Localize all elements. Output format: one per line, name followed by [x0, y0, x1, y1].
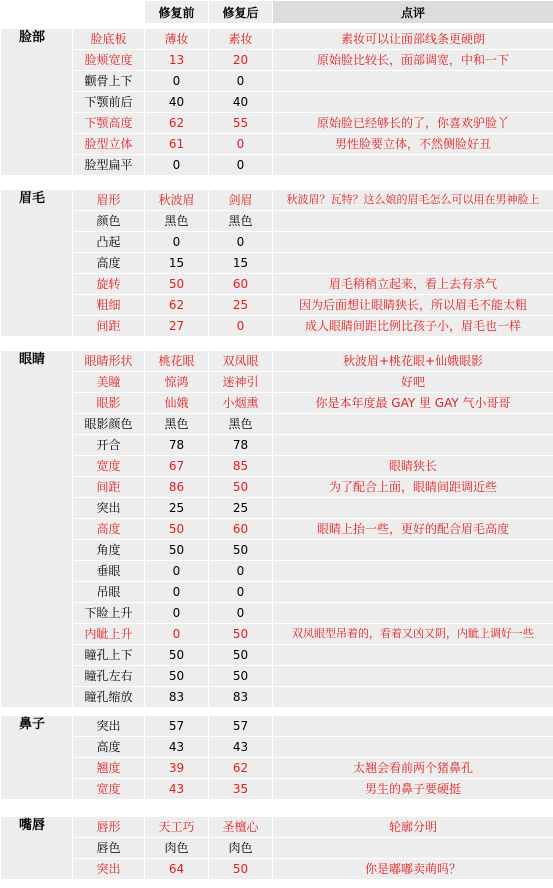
- after-value: 0: [209, 316, 273, 337]
- section-0: [0, 28, 553, 176]
- comment-cell: 你是嘟嘟卖萌吗？: [273, 859, 553, 880]
- before-value: 0: [145, 561, 209, 582]
- table-row: [1, 190, 553, 211]
- field-name: 垂眼: [73, 561, 145, 582]
- comment-cell: 男性脸要立体，不然侧脸好丑: [273, 134, 553, 155]
- before-value: 0: [145, 603, 209, 624]
- field-name: 脸型立体: [73, 134, 145, 155]
- before-value: 62: [145, 113, 209, 134]
- field-name: 颜色: [73, 211, 145, 232]
- field-name: 唇色: [73, 838, 145, 859]
- table-row: [1, 155, 553, 176]
- field-name: 突出: [73, 859, 145, 880]
- comment-cell: 轮廓分明: [273, 817, 553, 838]
- table-row: [1, 779, 553, 800]
- comment-cell: [273, 561, 553, 582]
- after-value: 57: [209, 716, 273, 737]
- header-before: 修复前: [145, 1, 209, 24]
- section-category: 嘴唇: [1, 817, 73, 880]
- after-value: 78: [209, 435, 273, 456]
- field-name: 凸起: [73, 232, 145, 253]
- before-value: 天工巧: [145, 817, 209, 838]
- comment-cell: 秋波眉？瓦特？这么娘的眉毛怎么可以用在男神脸上: [273, 190, 553, 211]
- comment-cell: [273, 92, 553, 113]
- table-row: [1, 134, 553, 155]
- after-value: 20: [209, 50, 273, 71]
- table-row: [1, 274, 553, 295]
- after-value: 双凤眼: [209, 351, 273, 372]
- table-row: [1, 435, 553, 456]
- before-value: 86: [145, 477, 209, 498]
- table-row: [1, 603, 553, 624]
- after-value: 50: [209, 666, 273, 687]
- table-row: [1, 666, 553, 687]
- table-row: [1, 414, 553, 435]
- table-row: [1, 687, 553, 708]
- table-row: [1, 519, 553, 540]
- before-value: 39: [145, 758, 209, 779]
- after-value: 43: [209, 737, 273, 758]
- field-name: 内眦上升: [73, 624, 145, 645]
- table-row: [1, 29, 553, 50]
- section-category: 脸部: [1, 29, 73, 176]
- comment-cell: [273, 498, 553, 519]
- field-name: 眼影颜色: [73, 414, 145, 435]
- before-value: 50: [145, 666, 209, 687]
- before-value: 0: [145, 582, 209, 603]
- field-name: 突出: [73, 498, 145, 519]
- comment-cell: [273, 687, 553, 708]
- before-value: 50: [145, 274, 209, 295]
- field-name: 间距: [73, 477, 145, 498]
- comment-cell: [273, 232, 553, 253]
- comment-cell: 眼睛狭长: [273, 456, 553, 477]
- after-value: 0: [209, 582, 273, 603]
- field-name: 高度: [73, 519, 145, 540]
- after-value: 50: [209, 540, 273, 561]
- comment-cell: [273, 716, 553, 737]
- after-value: 小烟熏: [209, 393, 273, 414]
- field-name: 吊眼: [73, 582, 145, 603]
- after-value: 25: [209, 295, 273, 316]
- after-value: 83: [209, 687, 273, 708]
- before-value: 25: [145, 498, 209, 519]
- comment-cell: 因为后面想让眼睛狭长，所以眉毛不能太粗: [273, 295, 553, 316]
- comment-cell: [273, 603, 553, 624]
- after-value: 50: [209, 645, 273, 666]
- before-value: 黑色: [145, 211, 209, 232]
- field-name: 脸颊宽度: [73, 50, 145, 71]
- after-value: 50: [209, 624, 273, 645]
- comment-cell: 眼睛上抬一些，更好的配合眉毛高度: [273, 519, 553, 540]
- comment-cell: 素妆可以让面部线条更硬朗: [273, 29, 553, 50]
- table-row: [1, 477, 553, 498]
- table-row: [1, 456, 553, 477]
- before-value: 肉色: [145, 838, 209, 859]
- table-row: [1, 211, 553, 232]
- header-row: [0, 0, 553, 24]
- before-value: 15: [145, 253, 209, 274]
- comment-cell: 你是本年度最 GAY 里 GAY 气小哥哥: [273, 393, 553, 414]
- comment-cell: [273, 435, 553, 456]
- field-name: 唇形: [73, 817, 145, 838]
- comment-cell: 双凤眼型吊着的，看着又凶又阴，内眦上调好一些: [273, 624, 553, 645]
- before-value: 27: [145, 316, 209, 337]
- after-value: 黑色: [209, 414, 273, 435]
- before-value: 13: [145, 50, 209, 71]
- field-name: 瞳孔缩放: [73, 687, 145, 708]
- table-row: [1, 372, 553, 393]
- table-row: [1, 351, 553, 372]
- after-value: 0: [209, 155, 273, 176]
- table-row: [1, 716, 553, 737]
- field-name: 下睑上升: [73, 603, 145, 624]
- table-row: [1, 92, 553, 113]
- section-category: 鼻子: [1, 716, 73, 800]
- comment-cell: 原始脸已经够长的了，你喜欢驴脸丫: [273, 113, 553, 134]
- field-name: 脸型扁平: [73, 155, 145, 176]
- table-row: [1, 540, 553, 561]
- table-row: [1, 838, 553, 859]
- comment-cell: [273, 414, 553, 435]
- before-value: 黑色: [145, 414, 209, 435]
- before-value: 仙娥: [145, 393, 209, 414]
- after-value: 0: [209, 232, 273, 253]
- comment-cell: [273, 211, 553, 232]
- field-name: 粗细: [73, 295, 145, 316]
- field-name: 颧骨上下: [73, 71, 145, 92]
- field-name: 旋转: [73, 274, 145, 295]
- before-value: 64: [145, 859, 209, 880]
- after-value: 25: [209, 498, 273, 519]
- after-value: 黑色: [209, 211, 273, 232]
- comment-cell: 为了配合上面，眼睛间距调近些: [273, 477, 553, 498]
- after-value: 60: [209, 519, 273, 540]
- after-value: 60: [209, 274, 273, 295]
- before-value: 薄妆: [145, 29, 209, 50]
- table-row: [1, 232, 553, 253]
- field-name: 美瞳: [73, 372, 145, 393]
- after-value: 迷神引: [209, 372, 273, 393]
- field-name: 宽度: [73, 779, 145, 800]
- before-value: 50: [145, 540, 209, 561]
- before-value: 桃花眼: [145, 351, 209, 372]
- before-value: 61: [145, 134, 209, 155]
- field-name: 下颚高度: [73, 113, 145, 134]
- comment-cell: [273, 71, 553, 92]
- comment-cell: 原始脸比较长，面部调宽，中和一下: [273, 50, 553, 71]
- before-value: 62: [145, 295, 209, 316]
- comment-cell: [273, 838, 553, 859]
- header-comment: 点评: [273, 1, 553, 24]
- comment-cell: [273, 645, 553, 666]
- field-name: 突出: [73, 716, 145, 737]
- table-row: [1, 624, 553, 645]
- table-row: [1, 253, 553, 274]
- after-value: 15: [209, 253, 273, 274]
- field-name: 眼睛形状: [73, 351, 145, 372]
- before-value: 50: [145, 645, 209, 666]
- after-value: 素妆: [209, 29, 273, 50]
- after-value: 35: [209, 779, 273, 800]
- header-blank: [1, 1, 145, 24]
- after-value: 剑眉: [209, 190, 273, 211]
- field-name: 脸底板: [73, 29, 145, 50]
- before-value: 43: [145, 779, 209, 800]
- before-value: 78: [145, 435, 209, 456]
- comment-cell: [273, 155, 553, 176]
- table-row: [1, 295, 553, 316]
- section-1: [0, 189, 553, 337]
- before-value: 67: [145, 456, 209, 477]
- field-name: 角度: [73, 540, 145, 561]
- table-row: [1, 645, 553, 666]
- field-name: 眉形: [73, 190, 145, 211]
- comment-cell: 好吧: [273, 372, 553, 393]
- before-value: 43: [145, 737, 209, 758]
- field-name: 下颚前后: [73, 92, 145, 113]
- table-row: [1, 561, 553, 582]
- section-2: [0, 350, 553, 708]
- before-value: 秋波眉: [145, 190, 209, 211]
- comment-cell: [273, 540, 553, 561]
- after-value: 62: [209, 758, 273, 779]
- comment-cell: 成人眼睛间距比例比孩子小，眉毛也一样: [273, 316, 553, 337]
- table-row: [1, 50, 553, 71]
- table-row: [1, 582, 553, 603]
- table-row: [1, 393, 553, 414]
- table-row: [1, 737, 553, 758]
- before-value: 0: [145, 232, 209, 253]
- table-row: [1, 758, 553, 779]
- section-category: 眼睛: [1, 351, 73, 708]
- comment-cell: 男生的鼻子要硬挺: [273, 779, 553, 800]
- before-value: 0: [145, 155, 209, 176]
- field-name: 翘度: [73, 758, 145, 779]
- after-value: 40: [209, 92, 273, 113]
- after-value: 0: [209, 561, 273, 582]
- after-value: 85: [209, 456, 273, 477]
- section-category: 眉毛: [1, 190, 73, 337]
- field-name: 高度: [73, 253, 145, 274]
- after-value: 55: [209, 113, 273, 134]
- after-value: 50: [209, 859, 273, 880]
- field-name: 瞳孔上下: [73, 645, 145, 666]
- comment-cell: [273, 253, 553, 274]
- comment-cell: 太翘会看前两个猪鼻孔: [273, 758, 553, 779]
- section-4: [0, 816, 553, 880]
- comment-cell: 眉毛稍稍立起来，看上去有杀气: [273, 274, 553, 295]
- comment-cell: 秋波眉+桃花眼+仙娥眼影: [273, 351, 553, 372]
- after-value: 0: [209, 71, 273, 92]
- before-value: 83: [145, 687, 209, 708]
- table-row: [1, 817, 553, 838]
- after-value: 50: [209, 477, 273, 498]
- table-row: [1, 859, 553, 880]
- field-name: 瞳孔左右: [73, 666, 145, 687]
- field-name: 高度: [73, 737, 145, 758]
- after-value: 圣檀心: [209, 817, 273, 838]
- before-value: 57: [145, 716, 209, 737]
- field-name: 眼影: [73, 393, 145, 414]
- table-row: [1, 316, 553, 337]
- after-value: 肉色: [209, 838, 273, 859]
- comment-cell: [273, 666, 553, 687]
- before-value: 0: [145, 624, 209, 645]
- before-value: 40: [145, 92, 209, 113]
- field-name: 开合: [73, 435, 145, 456]
- before-value: 50: [145, 519, 209, 540]
- section-3: [0, 715, 553, 800]
- after-value: 0: [209, 134, 273, 155]
- before-value: 惊鸿: [145, 372, 209, 393]
- header-after: 修复后: [209, 1, 273, 24]
- table-row: [1, 113, 553, 134]
- table-row: [1, 498, 553, 519]
- field-name: 间距: [73, 316, 145, 337]
- comment-cell: [273, 737, 553, 758]
- comment-cell: [273, 582, 553, 603]
- field-name: 宽度: [73, 456, 145, 477]
- before-value: 0: [145, 71, 209, 92]
- after-value: 0: [209, 603, 273, 624]
- table-row: [1, 71, 553, 92]
